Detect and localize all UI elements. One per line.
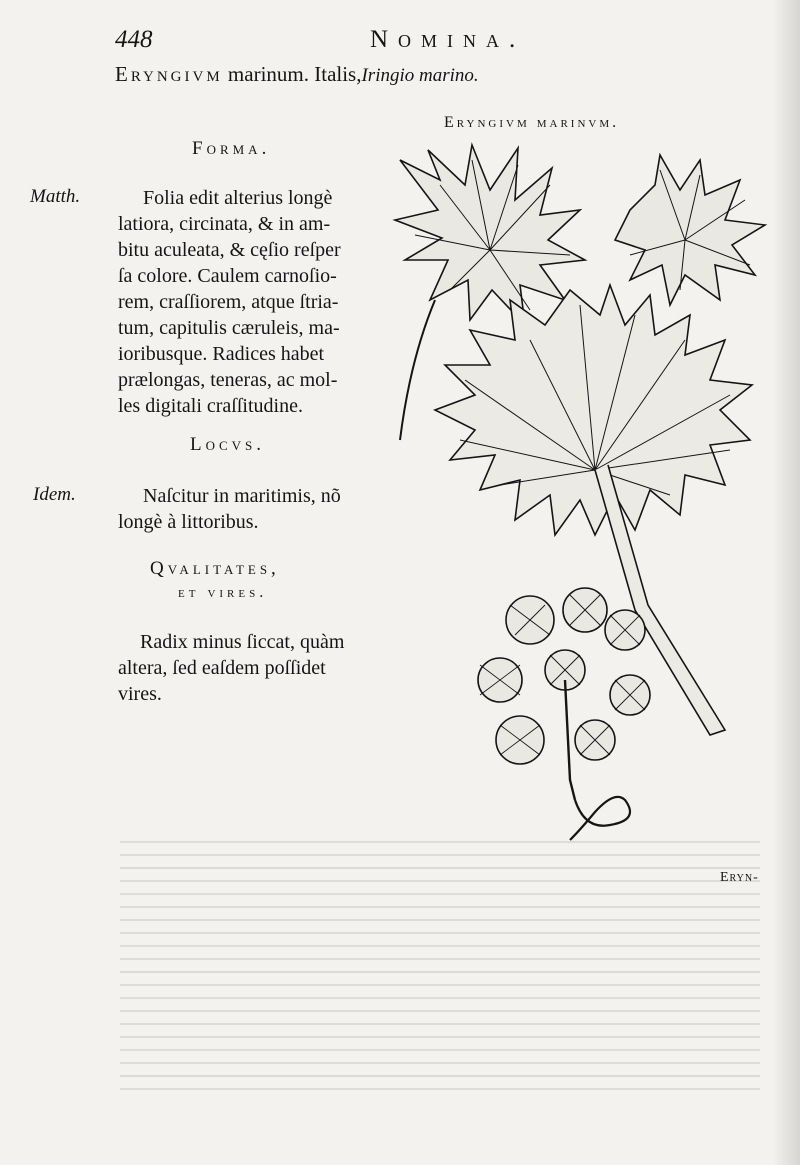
flower-stalk <box>565 680 575 800</box>
page-number: 448 <box>115 26 153 53</box>
stem <box>400 300 435 440</box>
text-line: longè à littoribus. <box>118 511 259 533</box>
text-line: Radix minus ſiccat, quàm <box>140 631 345 653</box>
text-line: tum, capitulis cæruleis, ma- <box>118 317 340 339</box>
plant-name-caps: Eryngivm <box>115 62 223 86</box>
qualitates-heading: Qvalitates, <box>150 558 280 579</box>
italian-name: Iringio marino. <box>361 65 479 86</box>
text-line: Folia edit alterius longè <box>143 187 333 209</box>
spiny-leaf <box>615 155 765 305</box>
text-line: altera, ſed eaſdem poſſidet <box>118 657 326 679</box>
large-leaf <box>435 285 752 535</box>
vires-heading: et vires. <box>178 584 268 601</box>
flower-heads <box>478 588 650 764</box>
running-head: Nomina. <box>370 26 526 53</box>
text-line: les digitali craſſitudine. <box>118 395 303 417</box>
text-line: ſa colore. Caulem carnoſio- <box>118 265 337 287</box>
locus-heading: Locvs. <box>190 434 266 455</box>
text-line: latiora, circinata, & in am- <box>118 213 331 235</box>
spiny-leaf <box>395 145 585 325</box>
bleed-through-texture <box>120 830 760 1130</box>
entry-title <box>115 62 479 87</box>
forma-margin-note: Matth. <box>30 186 81 207</box>
gutter-shadow <box>772 0 800 1165</box>
forma-heading: Forma. <box>192 138 271 159</box>
text-line: Naſcitur in maritimis, nõ <box>143 485 341 507</box>
text-line: bitu aculeata, & cęſio reſper <box>118 239 341 261</box>
plant-name-rest: marinum. Italis, <box>222 62 362 86</box>
text-line: prælongas, teneras, ac mol- <box>118 369 338 391</box>
text-line: rem, craſſiorem, atque ſtria- <box>118 291 339 313</box>
illustration-caption: Eryngivm marinvm. <box>444 114 620 131</box>
page-header <box>115 26 575 56</box>
locus-margin-note: Idem. <box>33 484 76 505</box>
catchword: Eryn- <box>720 870 759 885</box>
eryngium-woodcut-illustration <box>380 140 770 850</box>
text-line: vires. <box>118 683 162 705</box>
root <box>570 797 630 840</box>
text-line: ioribusque. Radices habet <box>118 343 325 365</box>
